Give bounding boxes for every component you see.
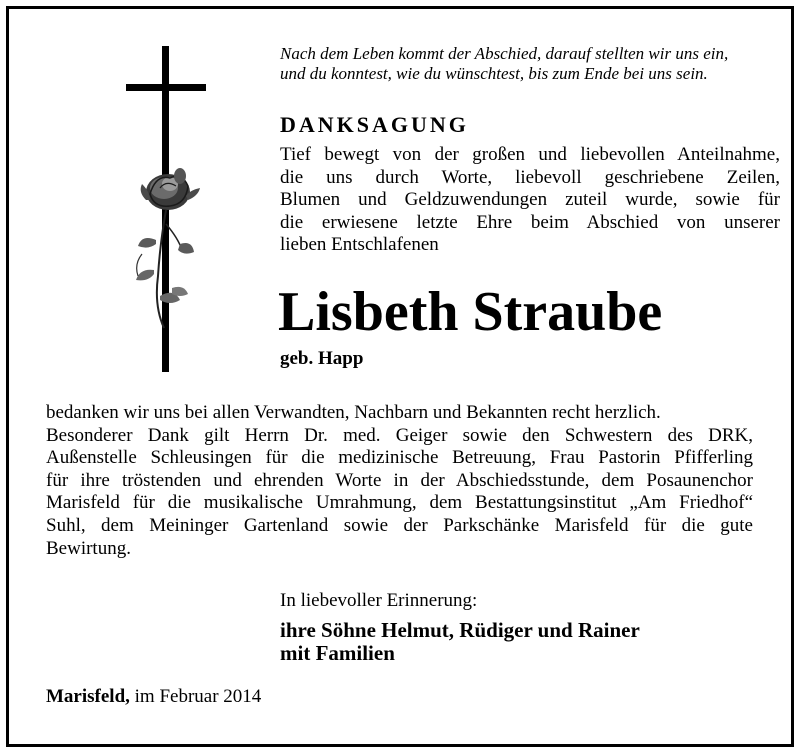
- heading-danksagung: DANKSAGUNG: [280, 112, 469, 137]
- signers-line: ihre Söhne Helmut, Rüdiger und Rainer: [280, 618, 640, 642]
- body-line: bedanken wir uns bei allen Verwandten, Nachbarn und Bekannten recht herzlich.: [46, 402, 661, 423]
- date: im Februar 2014: [129, 686, 262, 707]
- body-line: Marisfeld für die musikalische Umrahmung, dem Bestattungsinstitut „Am Friedhof“: [46, 492, 753, 514]
- intro-line: lieben Entschlafenen: [280, 234, 439, 255]
- body-line: Suhl, dem Meininger Gartenland sowie der Parkschänke Marisfeld für die gute: [46, 514, 753, 536]
- quote-line: und du konntest, wie du wünschtest, bis zum Ende bei uns sein.: [280, 64, 708, 83]
- intro-paragraph: [280, 144, 780, 257]
- intro-line: Blumen und Geldzuwendungen zuteil wurde, sowie für: [280, 189, 780, 210]
- body-line: für ihre tröstenden und ehrenden Worte in der Abschiedsstunde, dem Posaunenchor: [46, 469, 753, 491]
- intro-line: die erwiesene letzte Ehre beim Abschied von unserer: [280, 211, 780, 233]
- memory-line: In liebevoller Erinnerung:: [280, 590, 478, 611]
- place: Marisfeld,: [46, 686, 130, 707]
- quote-line: Nach dem Leben kommt der Abschied, darauf stellten wir uns ein,: [280, 44, 729, 63]
- body-line: Besonderer Dank gilt Herrn Dr. med. Geiger sowie den Schwestern des DRK,: [46, 424, 753, 446]
- signers: [280, 619, 640, 665]
- body-line: Bewirtung.: [46, 537, 131, 559]
- deceased-name: Lisbeth Straube: [278, 281, 663, 343]
- opening-quote: [280, 44, 780, 84]
- place-date: [46, 686, 261, 708]
- cross-with-rose-icon: [120, 44, 220, 374]
- intro-line: die uns durch Worte, liebevoll geschriebene Zeilen,: [280, 166, 780, 188]
- body-line: Außenstelle Schleusingen für die medizinische Betreuung, Frau Pastorin Pfifferling: [46, 447, 753, 469]
- cross-icon: [120, 44, 220, 374]
- signers-line: mit Familien: [280, 641, 395, 665]
- thanks-paragraph: [46, 402, 753, 560]
- intro-line: Tief bewegt von der großen und liebevollen Anteilnahme,: [280, 144, 780, 165]
- birth-name: geb. Happ: [280, 348, 364, 369]
